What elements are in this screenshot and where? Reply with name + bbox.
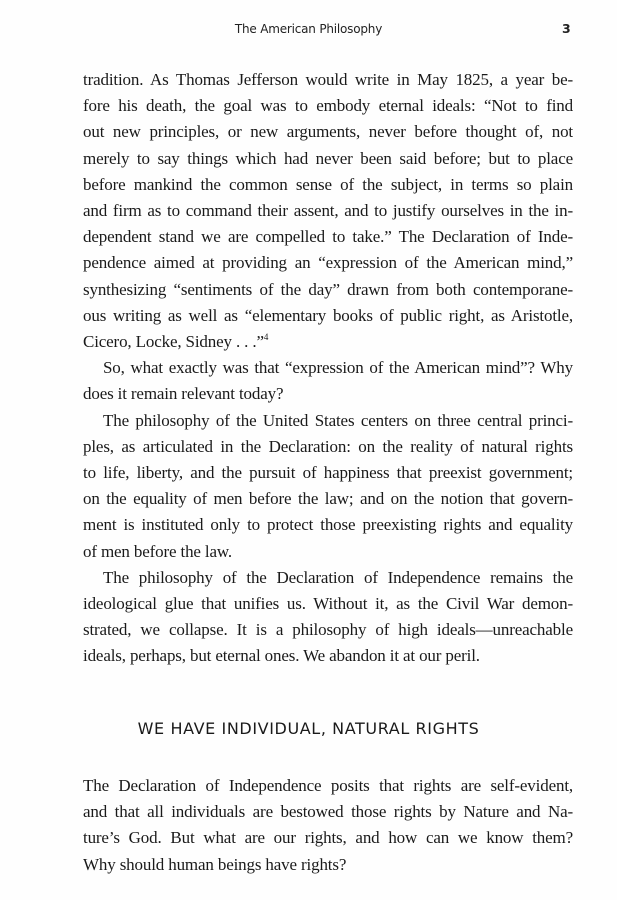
paragraph-line	[83, 224, 573, 250]
line-text: to life, liberty, and the pursuit of happiness that preexist government;	[83, 463, 573, 482]
section-heading: WE HAVE INDIVIDUAL, NATURAL RIGHTS	[137, 719, 480, 738]
paragraph-line	[83, 329, 573, 355]
footnote-marker[interactable]: 4	[263, 332, 269, 342]
line-text: pendence aimed at providing an “expression of the American mind,”	[83, 253, 573, 273]
line-text: and firm as to command their assent, and to justify ourselves in the in-	[83, 201, 573, 220]
paragraph-line	[83, 277, 573, 303]
line-text: ture’s God. But what are our rights, and how can we know them?	[83, 828, 573, 848]
paragraph-line	[83, 617, 573, 643]
paragraph-line	[83, 799, 573, 825]
paragraph-line	[83, 486, 573, 512]
line-text: ples, as articulated in the Declaration: on the reality of natural rights	[83, 436, 573, 456]
paragraph-line	[83, 381, 573, 407]
paragraph-line	[83, 591, 573, 617]
paragraph-line	[103, 408, 573, 434]
line-text: and that all individuals are bestowed those rights by Nature and Na-	[83, 802, 573, 822]
paragraph-line	[83, 146, 573, 172]
line-text: The Declaration of Independence posits that rights are self-evident,	[83, 776, 573, 795]
line-text: synthesizing “sentiments of the day” drawn from both contemporane-	[83, 279, 573, 299]
line-text: out new principles, or new arguments, never before thought of, not	[83, 122, 573, 142]
line-text: strated, we collapse. It is a philosophy of high ideals—unreachable	[83, 620, 573, 640]
line-text: ideals, perhaps, but eternal ones. We abandon it at our peril.	[83, 646, 480, 666]
paragraph-line	[103, 355, 573, 381]
paragraph-line	[83, 643, 573, 669]
line-text: ous writing as well as “elementary books of public right, as Aristotle,	[83, 305, 573, 325]
line-text: does it remain relevant today?	[83, 384, 284, 404]
line-text: So, what exactly was that “expression of the American mind”? Why	[103, 358, 573, 378]
paragraph-line	[83, 512, 573, 538]
line-text: The philosophy of the United States centers on three central princi-	[103, 410, 573, 430]
running-head-title: The American Philosophy	[234, 22, 383, 36]
line-text: Cicero, Locke, Sidney . . .”	[83, 332, 264, 351]
paragraph-line	[83, 119, 573, 145]
line-text: tradition. As Thomas Jefferson would write in May 1825, a year be-	[83, 70, 573, 89]
line-text: ideological glue that unifies us. Without it, as the Civil War demon-	[83, 594, 573, 613]
paragraph-line	[83, 773, 573, 799]
paragraph-line	[83, 825, 573, 851]
line-text: on the equality of men before the law; and on the notion that govern-	[83, 489, 573, 509]
line-text: merely to say things which had never been said before; but to place	[83, 148, 573, 168]
paragraph-line	[83, 460, 573, 486]
line-text: The philosophy of the Declaration of Independence remains the	[103, 567, 573, 587]
line-text: of men before the law.	[83, 541, 233, 561]
page-number: 3	[562, 21, 571, 36]
line-text: dependent stand we are compelled to take.” The Declaration of Inde-	[83, 227, 573, 247]
paragraph-line	[83, 852, 573, 878]
line-text: Why should human beings have rights?	[83, 854, 347, 874]
paragraph-line	[83, 539, 573, 565]
paragraph-line	[83, 303, 573, 329]
paragraph-line	[83, 172, 573, 198]
paragraph-line	[83, 250, 573, 276]
paragraph-line	[83, 434, 573, 460]
line-text: before mankind the common sense of the subject, in terms so plain	[83, 174, 573, 194]
paragraph-line	[83, 67, 573, 93]
paragraph-line	[83, 93, 573, 119]
paragraph-line	[103, 565, 573, 591]
line-text: fore his death, the goal was to embody eternal ideals: “Not to find	[83, 96, 573, 116]
line-text: ment is instituted only to protect those preexisting rights and equality	[83, 515, 573, 535]
paragraph-line	[83, 198, 573, 224]
